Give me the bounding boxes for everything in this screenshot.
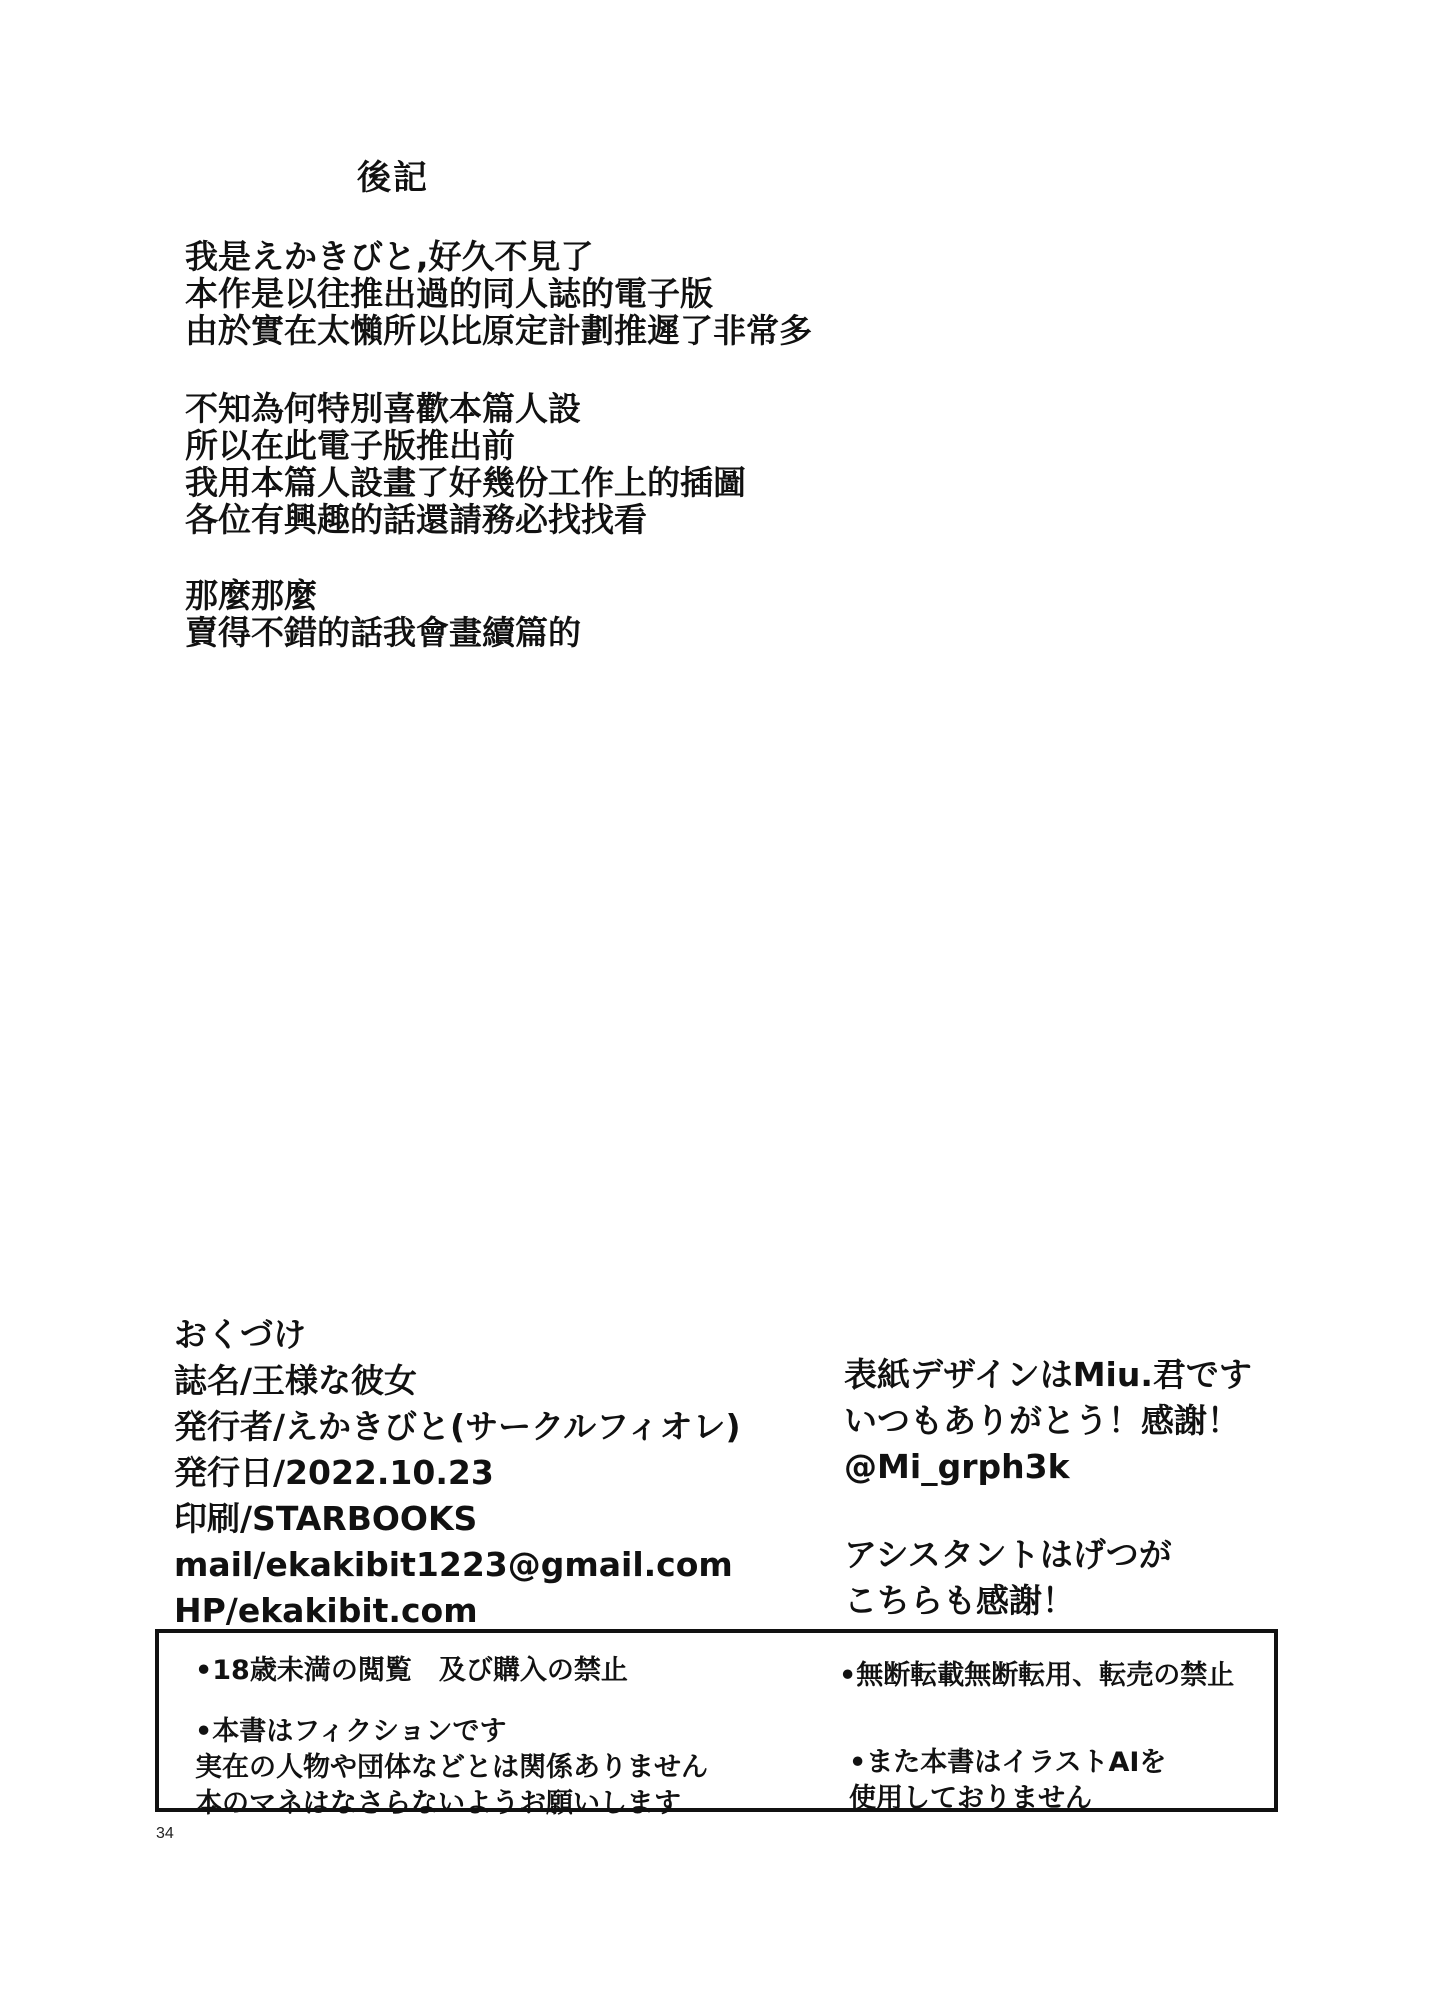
colophon-date: 発行日/2022.10.23 (174, 1453, 494, 1492)
text-line: 本作是以往推出過的同人誌的電子版 (185, 274, 713, 313)
notice-no-ai (849, 1745, 1166, 1817)
afterword-title: 後記 (357, 158, 429, 198)
colophon-mail: mail/ekakibit1223@gmail.com (174, 1545, 733, 1584)
afterword-paragraph-1 (185, 238, 812, 349)
credits (844, 1352, 1252, 1624)
colophon (174, 1312, 741, 1634)
text-line: 各位有興趣的話還請務必找找看 (185, 500, 647, 539)
afterword-paragraph-2 (185, 390, 746, 538)
cover-handle: @Mi_grph3k (844, 1447, 1070, 1486)
page-number: 34 (156, 1825, 174, 1842)
notice-box (155, 1629, 1278, 1819)
notice-line: •本書はフィクションです (195, 1716, 507, 1747)
notice-line: 使用しておりません (849, 1783, 1092, 1814)
assistant-credit: アシスタントはげつが (844, 1535, 1172, 1574)
notice-no-reprint: •無断転載無断転用、転売の禁止 (839, 1660, 1235, 1691)
colophon-title: 誌名/王様な彼女 (174, 1361, 418, 1400)
colophon-publisher: 発行者/えかきびと(サークルフィオレ) (174, 1407, 741, 1446)
afterword-paragraph-3 (185, 577, 581, 651)
notice-line: •また本書はイラストAIを (849, 1747, 1167, 1778)
notice-age-restriction: •18歳未満の閲覧 及び購入の禁止 (195, 1655, 628, 1686)
assistant-thanks: こちらも感謝！ (844, 1581, 1075, 1620)
text-line: 賣得不錯的話我會畫續篇的 (185, 613, 581, 652)
notice-line: 本のマネはなさらないようお願いします (195, 1788, 681, 1819)
cover-credit: 表紙デザインはMiu.君です (844, 1355, 1252, 1394)
text-line: 那麼那麼 (185, 576, 317, 615)
text-line: 由於實在太懶所以比原定計劃推遲了非常多 (185, 311, 812, 350)
cover-thanks: いつもありがとう！感謝！ (844, 1401, 1240, 1440)
colophon-heading: おくづけ (174, 1315, 306, 1354)
text-line: 我用本篇人設畫了好幾份工作上的插圖 (185, 463, 746, 502)
colophon-homepage: HP/ekakibit.com (174, 1591, 478, 1630)
text-line: 不知為何特別喜歡本篇人設 (185, 389, 581, 428)
notice-line: 実在の人物や団体などとは関係ありません (195, 1752, 708, 1783)
text-line: 所以在此電子版推出前 (185, 426, 515, 465)
colophon-printer: 印刷/STARBOOKS (174, 1499, 478, 1538)
text-line: 我是えかきびと,好久不見了 (185, 237, 594, 276)
notice-fiction (195, 1714, 708, 1822)
spacer (844, 1490, 1252, 1532)
